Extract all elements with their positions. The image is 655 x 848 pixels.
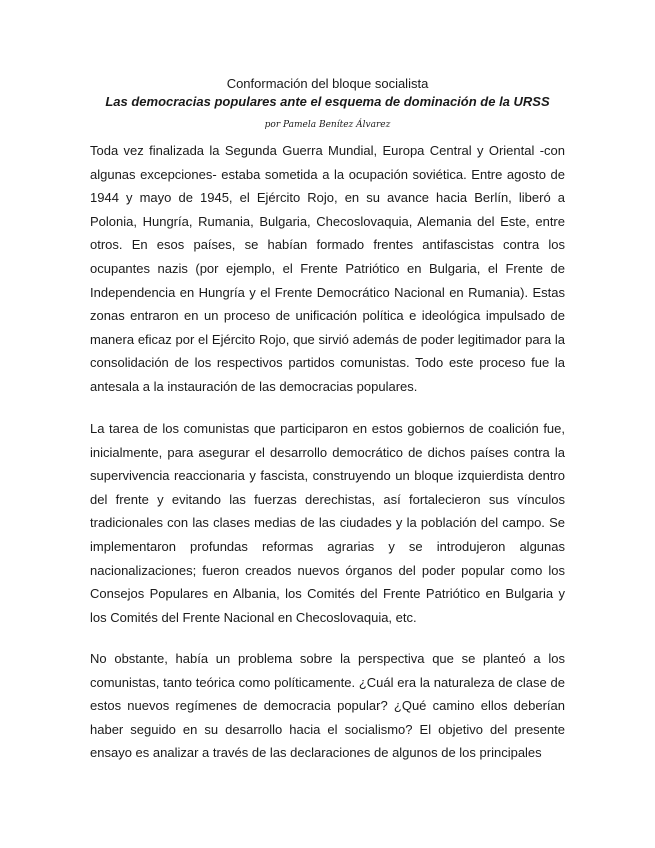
body-paragraph: La tarea de los comunistas que participaron en estos gobiernos de coalición fue, inicialmente, para asegurar el desarrollo democrático de dichos países contra la supervivencia reaccionaria y fascista, construyendo un bloque izquierdista dentro del frente y evitando las fuerzas derechistas, así fortalecieron sus vínculos tradicionales con las clases medias de las ciudades y la población del campo. Se implementaron profundas reformas agrarias y se introdujeron algunas nacionalizaciones; fueron creados nuevos órganos del poder popular como los Consejos Populares en Albania, los Comités del Frente Patriótico en Bulgaria y los Comités del Frente Nacional en Checoslovaquia, etc. (90, 421, 565, 625)
body-paragraph: No obstante, había un problema sobre la perspectiva que se planteó a los comunistas, tanto teórica como políticamente. ¿Cuál era la naturaleza de clase de estos nuevos regímenes de democracia popular? ¿Qué camino ellos deberían haber seguido en su desarrollo hacia el socialismo? El objetivo del presente ensayo es analizar a través de las declaraciones de algunos de los principales (90, 651, 565, 761)
document-title: Conformación del bloque socialista (226, 76, 429, 91)
body-paragraph: Toda vez finalizada la Segunda Guerra Mundial, Europa Central y Oriental -con algunas excepciones- estaba sometida a la ocupación soviética. Entre agosto de 1944 y mayo de 1945, el Ejército Rojo, en su avance hacia Berlín, liberó a Polonia, Hungría, Rumania, Bulgaria, Checoslovaquia, Alemania del Este, entre otros. En esos países, se habían formado frentes antifascistas contra los ocupantes nazis (por ejemplo, el Frente Patriótico en Bulgaria, el Frente de Independencia en Hungría y el Frente Democrático Nacional en Rumania). Estas zonas entraron en un proceso de unificación política e ideológica impulsado de manera eficaz por el Ejército Rojo, que sirvió además de poder legitimador para la consolidación de los respectivos partidos comunistas. Todo este proceso fue la antesala a la instauración de las democracias populares. (90, 143, 565, 394)
author-byline: por Pamela Benítez Álvarez (264, 120, 391, 130)
document-subtitle: Las democracias populares ante el esquema de dominación de la URSS (105, 94, 550, 109)
